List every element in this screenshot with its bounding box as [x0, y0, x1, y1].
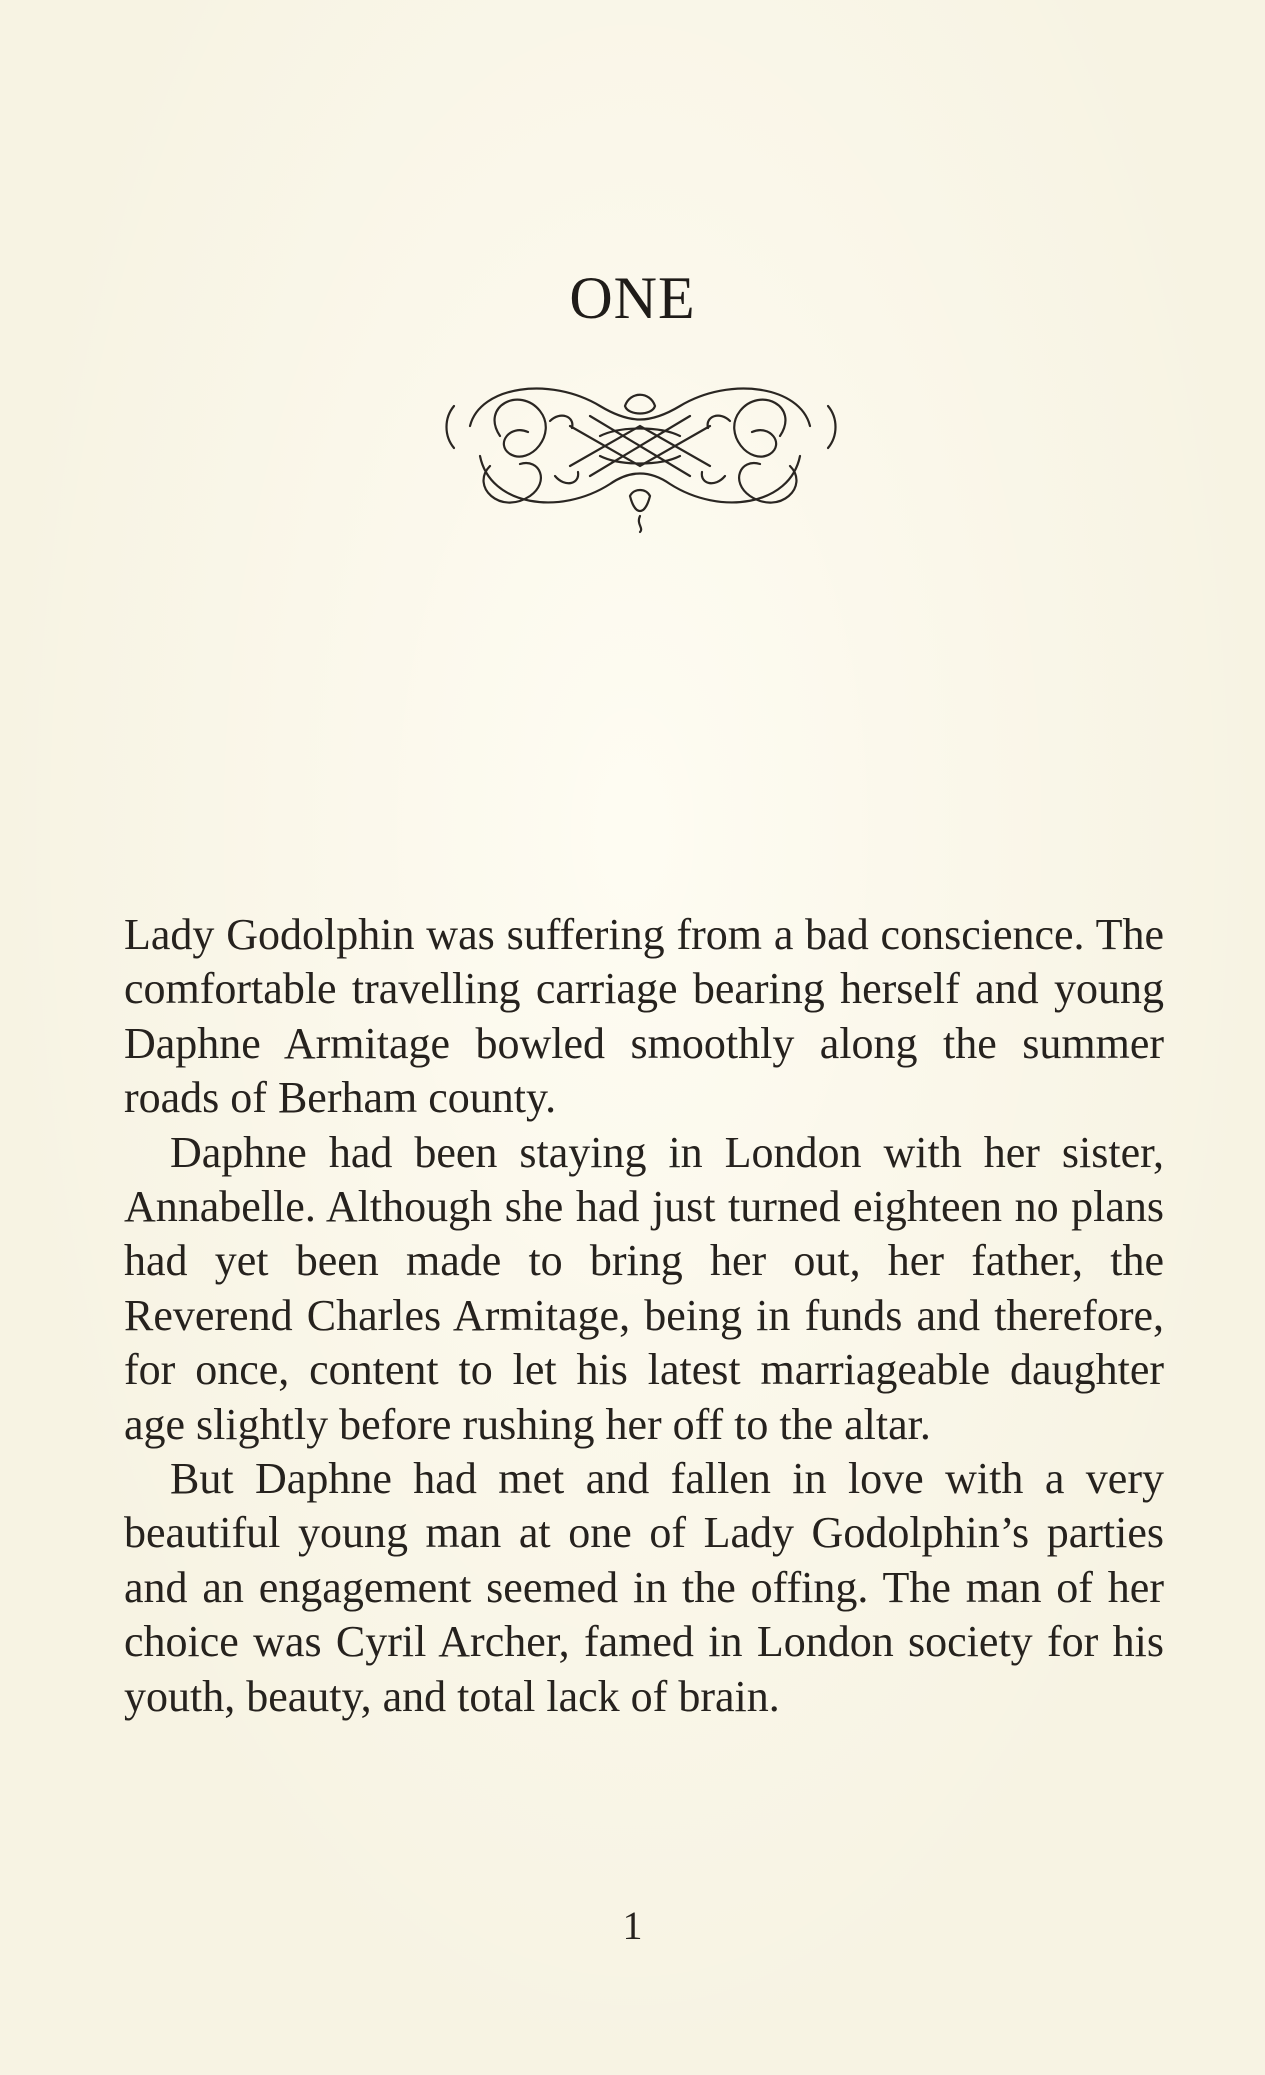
paragraph: But Daphne had met and fallen in love with a very beautiful young man at one of Lady Godolphin’s parties and an engagement seemed in the offing. The man of her choice was Cyril Archer, famed in London society for his youth, beauty, and total lack of brain. — [124, 1454, 1164, 1721]
paragraph: Daphne had been staying in London with her sister, Annabelle. Although she had just turned eighteen no plans had yet been made to bring her out, her father, the Reverend Charles Armitage, being in funds and therefore, for once, content to let his latest marriageable daughter age slightly before rushing her off to the altar. — [124, 1127, 1164, 1449]
paragraph: Lady Godolphin was suffering from a bad conscience. The comfortable travelling carriage bearing herself and young Daphne Armitage bowled smoothly along the summer roads of Berham county. — [124, 910, 1164, 1123]
chapter-body — [124, 908, 1164, 1724]
page-number: 1 — [622, 1903, 643, 1948]
chapter-title: ONE — [569, 265, 696, 331]
flourish-ornament-icon — [440, 366, 840, 536]
